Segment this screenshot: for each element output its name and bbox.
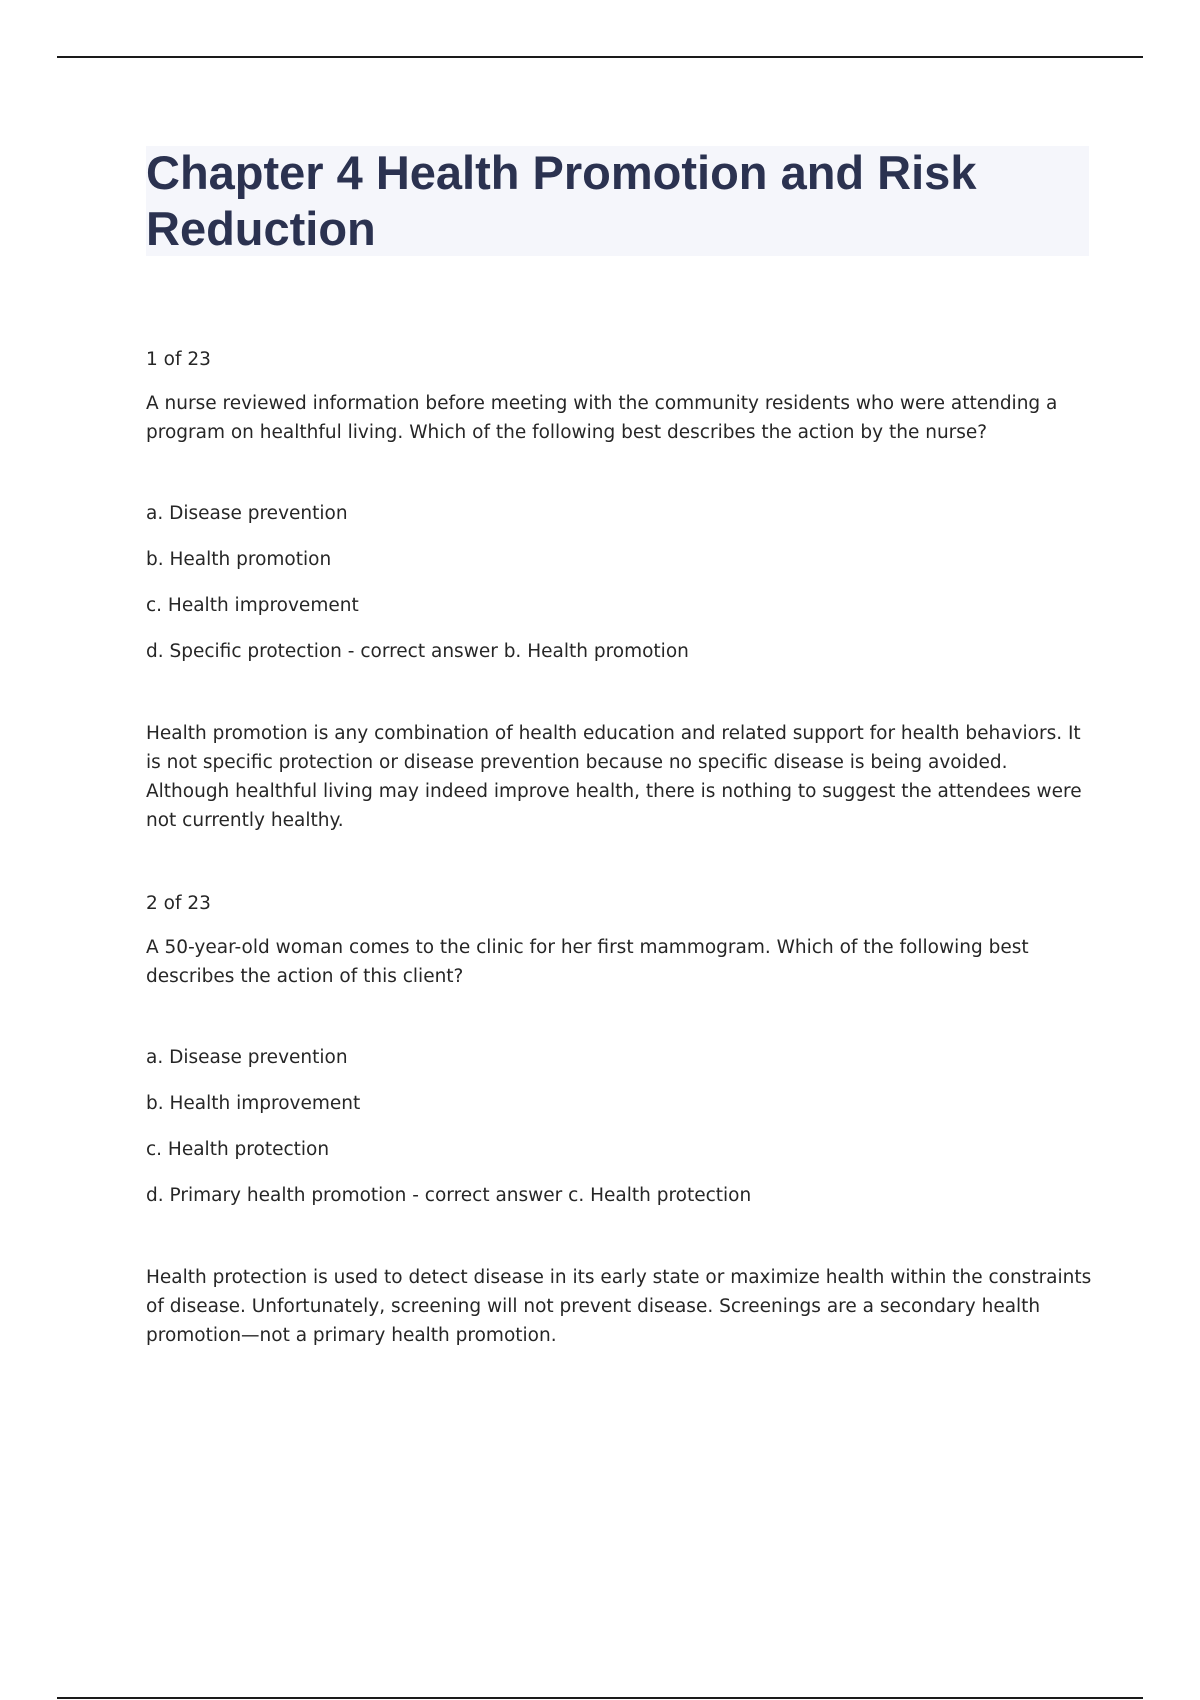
answer-rationale: Health protection is used to detect disease in its early state or maximize health within the constraints of disease. Unfortunately, screening will not prevent disease. Screenings are a secondary health promotion—not a primary health promotion. xyxy=(146,1267,1092,1346)
answer-rationale: Health promotion is any combination of health education and related support for health behaviors. It is not specific protection or disease prevention because no specific disease is being avoided. Although healthful living may indeed improve health, there is nothing to suggest the attendees were not currently healthy. xyxy=(146,723,1082,831)
top-rule xyxy=(57,56,1143,58)
answer-option: b. Health improvement xyxy=(146,1093,361,1114)
question-2 xyxy=(146,889,1096,1350)
answer-option: a. Disease prevention xyxy=(146,1047,348,1068)
title-banner xyxy=(146,146,1089,256)
question-counter: 1 of 23 xyxy=(146,349,211,370)
document-body xyxy=(146,345,1096,1350)
question-text: A nurse reviewed information before meeting with the community residents who were attending a program on healthful living. Which of the following best describes the action by the nurse? xyxy=(146,393,1058,443)
answer-option: b. Health promotion xyxy=(146,549,332,570)
question-1 xyxy=(146,345,1096,835)
answer-option: c. Health improvement xyxy=(146,595,359,616)
bottom-rule xyxy=(57,1697,1143,1699)
question-text: A 50-year-old woman comes to the clinic for her first mammogram. Which of the following best describes the action of this client? xyxy=(146,937,1029,987)
answer-options xyxy=(146,1043,1096,1211)
answer-option: a. Disease prevention xyxy=(146,503,348,524)
page-title: Chapter 4 Health Promotion and Risk Reduction xyxy=(146,146,977,255)
answer-option: c. Health protection xyxy=(146,1139,330,1160)
answer-options xyxy=(146,499,1096,667)
answer-option: d. Specific protection - correct answer b. Health promotion xyxy=(146,641,689,662)
answer-option: d. Primary health promotion - correct answer c. Health protection xyxy=(146,1185,752,1206)
question-counter: 2 of 23 xyxy=(146,893,211,914)
